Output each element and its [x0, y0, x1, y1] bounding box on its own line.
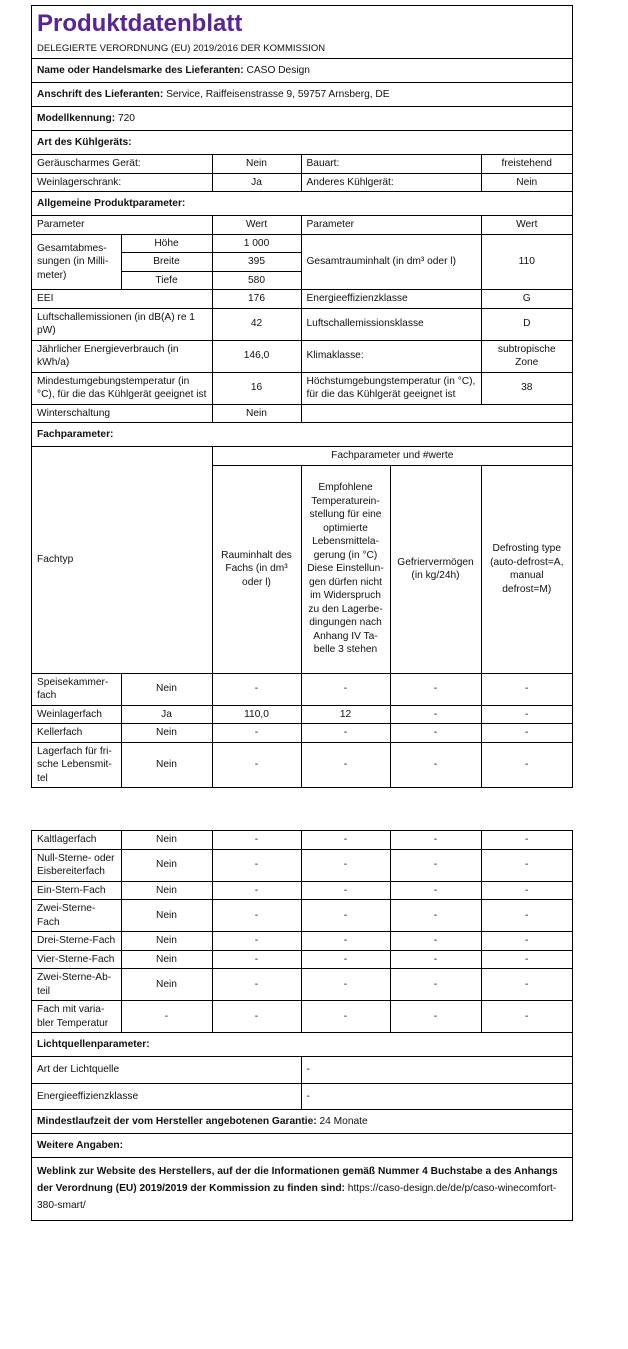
- fach-volume: -: [212, 849, 301, 881]
- general-value: 16: [212, 372, 301, 404]
- general-value: 38: [481, 372, 572, 404]
- fach-name: Vier-Sterne-Fach: [32, 950, 121, 969]
- empty-cell: [301, 404, 572, 422]
- fach-temp: -: [301, 831, 390, 849]
- fach-volume: -: [212, 881, 301, 900]
- light-key: Energieeffizienzklasse: [32, 1083, 301, 1109]
- general-header-value: Wert: [212, 216, 301, 234]
- fach-name: Kellerfach: [32, 724, 121, 743]
- fach-table: [32, 447, 572, 787]
- type-heading: Art des Kühlgeräts:: [32, 130, 572, 154]
- fach-col-defrost: Defrosting type (auto-defrost=A, manual defrost=M): [481, 465, 572, 673]
- volume-label: Gesamtrauminhalt (in dm³ oder l): [301, 234, 481, 290]
- fach-row: [32, 900, 572, 932]
- fach-temp: -: [301, 950, 390, 969]
- fach-volume: -: [212, 900, 301, 932]
- fach-name: Ein-Stern-Fach: [32, 881, 121, 900]
- dim-key: Höhe: [121, 234, 212, 253]
- light-key: Art der Lichtquelle: [32, 1057, 301, 1083]
- fach-group-header: Fachparameter und #werte: [212, 447, 572, 465]
- fach-defrost: -: [481, 705, 572, 724]
- general-value: 42: [212, 308, 301, 340]
- fach-col-temp: Empfohlene Temperatureinstellung für eine optimierte Lebensmittelagerung (in °C) Diese Einstellungen dürfen nicht im Widerspruch zu den Lagerbedingungen nach Anhang IV Tabelle 3 stehen: [301, 465, 390, 673]
- fach-name: Zwei-Sterne-Fach: [32, 900, 121, 932]
- general-header-param: Parameter: [32, 216, 212, 234]
- fach-defrost: -: [481, 932, 572, 951]
- light-row: [32, 1083, 572, 1109]
- general-value: D: [481, 308, 572, 340]
- general-key: Energieeffizienzklasse: [301, 290, 481, 309]
- fach-freeze: -: [390, 900, 481, 932]
- general-key: Luftschallemissionen (in dB(A) re 1 pW): [32, 308, 212, 340]
- fach-row: [32, 673, 572, 705]
- warranty-label: Mindestlaufzeit der vom Hersteller angebotenen Garantie:: [37, 1116, 317, 1127]
- general-value: subtropische Zone: [481, 340, 572, 372]
- fach-defrost: -: [481, 831, 572, 849]
- type-value: Nein: [481, 173, 572, 191]
- fach-defrost: -: [481, 881, 572, 900]
- fach-freeze: -: [390, 673, 481, 705]
- fach-defrost: -: [481, 1001, 572, 1033]
- fach-col-volume: Rauminhalt des Fachs (in dm³ oder l): [212, 465, 301, 673]
- type-key: Anderes Kühlgerät:: [301, 173, 481, 191]
- fach-volume: -: [212, 932, 301, 951]
- type-row: [32, 173, 572, 191]
- fach-volume: -: [212, 831, 301, 849]
- fach-freeze: -: [390, 705, 481, 724]
- page-title: Produktdatenblatt: [37, 10, 243, 37]
- datasheet-part-1: [31, 5, 573, 788]
- fach-temp: -: [301, 1001, 390, 1033]
- fach-col-freeze: Gefriervermögen (in kg/24h): [390, 465, 481, 673]
- fach-heading: Fachparameter:: [32, 422, 572, 446]
- fach-temp: -: [301, 724, 390, 743]
- fach-row: [32, 705, 572, 724]
- fach-freeze: -: [390, 1001, 481, 1033]
- fach-freeze: -: [390, 742, 481, 787]
- supplier-row: [32, 58, 572, 82]
- fach-name: Zwei-Sterne-Abteil: [32, 969, 121, 1001]
- dim-row: [32, 234, 572, 253]
- general-row: [32, 308, 572, 340]
- light-row: [32, 1057, 572, 1083]
- general-row: [32, 290, 572, 309]
- fach-col-type: Fachtyp: [32, 447, 212, 673]
- fach-freeze: -: [390, 724, 481, 743]
- fach-defrost: -: [481, 950, 572, 969]
- fach-temp: -: [301, 881, 390, 900]
- general-value: G: [481, 290, 572, 309]
- fach-freeze: -: [390, 950, 481, 969]
- light-table-wrap: [32, 1056, 572, 1109]
- weblink-label: Weblink zur Website des Herstellers, auf der die Informationen gemäß Nummer 4 Buchstabe a des Anhangs der Verordnung (EU) 2019/2019 der Kommission zu finden sind:: [37, 1166, 558, 1194]
- general-header-row: [32, 216, 572, 234]
- fach-temp: 12: [301, 705, 390, 724]
- dim-key: Tiefe: [121, 271, 212, 290]
- fach-name: Weinlagerfach: [32, 705, 121, 724]
- fach-name: Fach mit variabler Temperatur: [32, 1001, 121, 1033]
- general-key: Klimaklasse:: [301, 340, 481, 372]
- fach-row: [32, 969, 572, 1001]
- dim-key: Breite: [121, 253, 212, 272]
- model-label: Modellkennung:: [37, 113, 116, 124]
- fach-present: Nein: [121, 969, 212, 1001]
- fach-row: [32, 849, 572, 881]
- address-row: [32, 82, 572, 106]
- fach-present: Ja: [121, 705, 212, 724]
- general-key: Jährlicher Energieverbrauch (in kWh/a): [32, 340, 212, 372]
- fach-volume: -: [212, 950, 301, 969]
- fach-freeze: -: [390, 932, 481, 951]
- fach-temp: -: [301, 932, 390, 951]
- fach-freeze: -: [390, 849, 481, 881]
- light-table: [32, 1057, 572, 1109]
- general-row: [32, 340, 572, 372]
- fach-present: -: [121, 1001, 212, 1033]
- fach-present: Nein: [121, 724, 212, 743]
- fach-name: Kaltlagerfach: [32, 831, 121, 849]
- light-value: -: [301, 1083, 572, 1109]
- type-row: [32, 155, 572, 173]
- address-value: Service, Raiffeisenstrasse 9, 59757 Arnsberg, DE: [166, 89, 390, 100]
- fach-volume: -: [212, 724, 301, 743]
- datasheet-part-2: [31, 830, 573, 1221]
- general-table: [32, 216, 572, 422]
- light-value: -: [301, 1057, 572, 1083]
- fach-defrost: -: [481, 742, 572, 787]
- type-key: Bauart:: [301, 155, 481, 173]
- type-value: Ja: [212, 173, 301, 191]
- fach-present: Nein: [121, 849, 212, 881]
- fach-name: Drei-Sterne-Fach: [32, 932, 121, 951]
- type-value: freistehend: [481, 155, 572, 173]
- fach-present: Nein: [121, 831, 212, 849]
- fach-table-continued: [32, 831, 572, 1032]
- type-key: Geräuscharmes Gerät:: [32, 155, 212, 173]
- fach-row: [32, 724, 572, 743]
- general-value: 146,0: [212, 340, 301, 372]
- fach-defrost: -: [481, 724, 572, 743]
- general-row: [32, 372, 572, 404]
- fach-row: [32, 950, 572, 969]
- light-heading: Lichtquellenparameter:: [32, 1032, 572, 1056]
- fach-present: Nein: [121, 881, 212, 900]
- winter-value: Nein: [212, 404, 301, 422]
- fach-freeze: -: [390, 831, 481, 849]
- general-key: Luftschallemissionsklasse: [301, 308, 481, 340]
- fach-freeze: -: [390, 881, 481, 900]
- warranty-row: [32, 1109, 572, 1133]
- fach-row: [32, 932, 572, 951]
- dim-value: 580: [212, 271, 301, 290]
- type-value: Nein: [212, 155, 301, 173]
- type-table-wrap: [32, 154, 572, 191]
- fach-present: Nein: [121, 673, 212, 705]
- general-header-param: Parameter: [301, 216, 481, 234]
- fach-volume: -: [212, 1001, 301, 1033]
- general-value: 176: [212, 290, 301, 309]
- weblink-row: [32, 1157, 572, 1220]
- warranty-value: 24 Monate: [319, 1116, 368, 1127]
- fach-volume: -: [212, 673, 301, 705]
- fach-temp: -: [301, 742, 390, 787]
- fach-temp: -: [301, 849, 390, 881]
- fach-volume: -: [212, 969, 301, 1001]
- fach-temp: -: [301, 969, 390, 1001]
- more-heading: Weitere Angaben:: [32, 1133, 572, 1157]
- fach-defrost: -: [481, 673, 572, 705]
- general-heading: Allgemeine Produktparameter:: [32, 191, 572, 215]
- general-key: EEI: [32, 290, 212, 309]
- fach-group-header-row: [32, 447, 572, 465]
- fach-volume: -: [212, 742, 301, 787]
- page-subtitle: DELEGIERTE VERORDNUNG (EU) 2019/2016 DER KOMMISSION: [37, 43, 326, 54]
- type-key: Weinlagerschrank:: [32, 173, 212, 191]
- winter-row: [32, 404, 572, 422]
- fach-present: Nein: [121, 950, 212, 969]
- general-table-wrap: [32, 215, 572, 422]
- model-row: [32, 106, 572, 130]
- fach-present: Nein: [121, 932, 212, 951]
- fach-present: Nein: [121, 742, 212, 787]
- fach-name: Lagerfach für frische Lebensmittel: [32, 742, 121, 787]
- general-key: Mindestumgebungstemperatur (in °C), für die das Kühlgerät geeignet ist: [32, 372, 212, 404]
- fach-row: [32, 742, 572, 787]
- fach-defrost: -: [481, 849, 572, 881]
- fach-freeze: -: [390, 969, 481, 1001]
- supplier-label: Name oder Handelsmarke des Lieferanten:: [37, 65, 244, 76]
- dim-value: 395: [212, 253, 301, 272]
- fach-temp: -: [301, 900, 390, 932]
- general-header-value: Wert: [481, 216, 572, 234]
- fach-present: Nein: [121, 900, 212, 932]
- fach-name: Null-Sterne- oder Eisbereiterfach: [32, 849, 121, 881]
- fach-defrost: -: [481, 969, 572, 1001]
- type-table: [32, 155, 572, 191]
- fach-volume: 110,0: [212, 705, 301, 724]
- fach-row: [32, 1001, 572, 1033]
- fach-row: [32, 831, 572, 849]
- fach-name: Speisekammerfach: [32, 673, 121, 705]
- volume-value: 110: [481, 234, 572, 290]
- fach-table-wrap: [32, 446, 572, 787]
- address-label: Anschrift des Lieferanten:: [37, 89, 164, 100]
- fach-row: [32, 881, 572, 900]
- dim-value: 1 000: [212, 234, 301, 253]
- winter-label: Winterschaltung: [32, 404, 212, 422]
- dim-label: Gesamtabmessungen (in Millimeter): [32, 234, 121, 290]
- fach-temp: -: [301, 673, 390, 705]
- weblink-value[interactable]: https://caso-design.de/de/p/caso-winecomfort-380-smart/: [37, 1183, 557, 1211]
- model-value: 720: [117, 113, 135, 124]
- fach-defrost: -: [481, 900, 572, 932]
- general-key: Höchstumgebungstemperatur (in °C), für die das Kühlgerät geeignet ist: [301, 372, 481, 404]
- supplier-value: CASO Design: [246, 65, 310, 76]
